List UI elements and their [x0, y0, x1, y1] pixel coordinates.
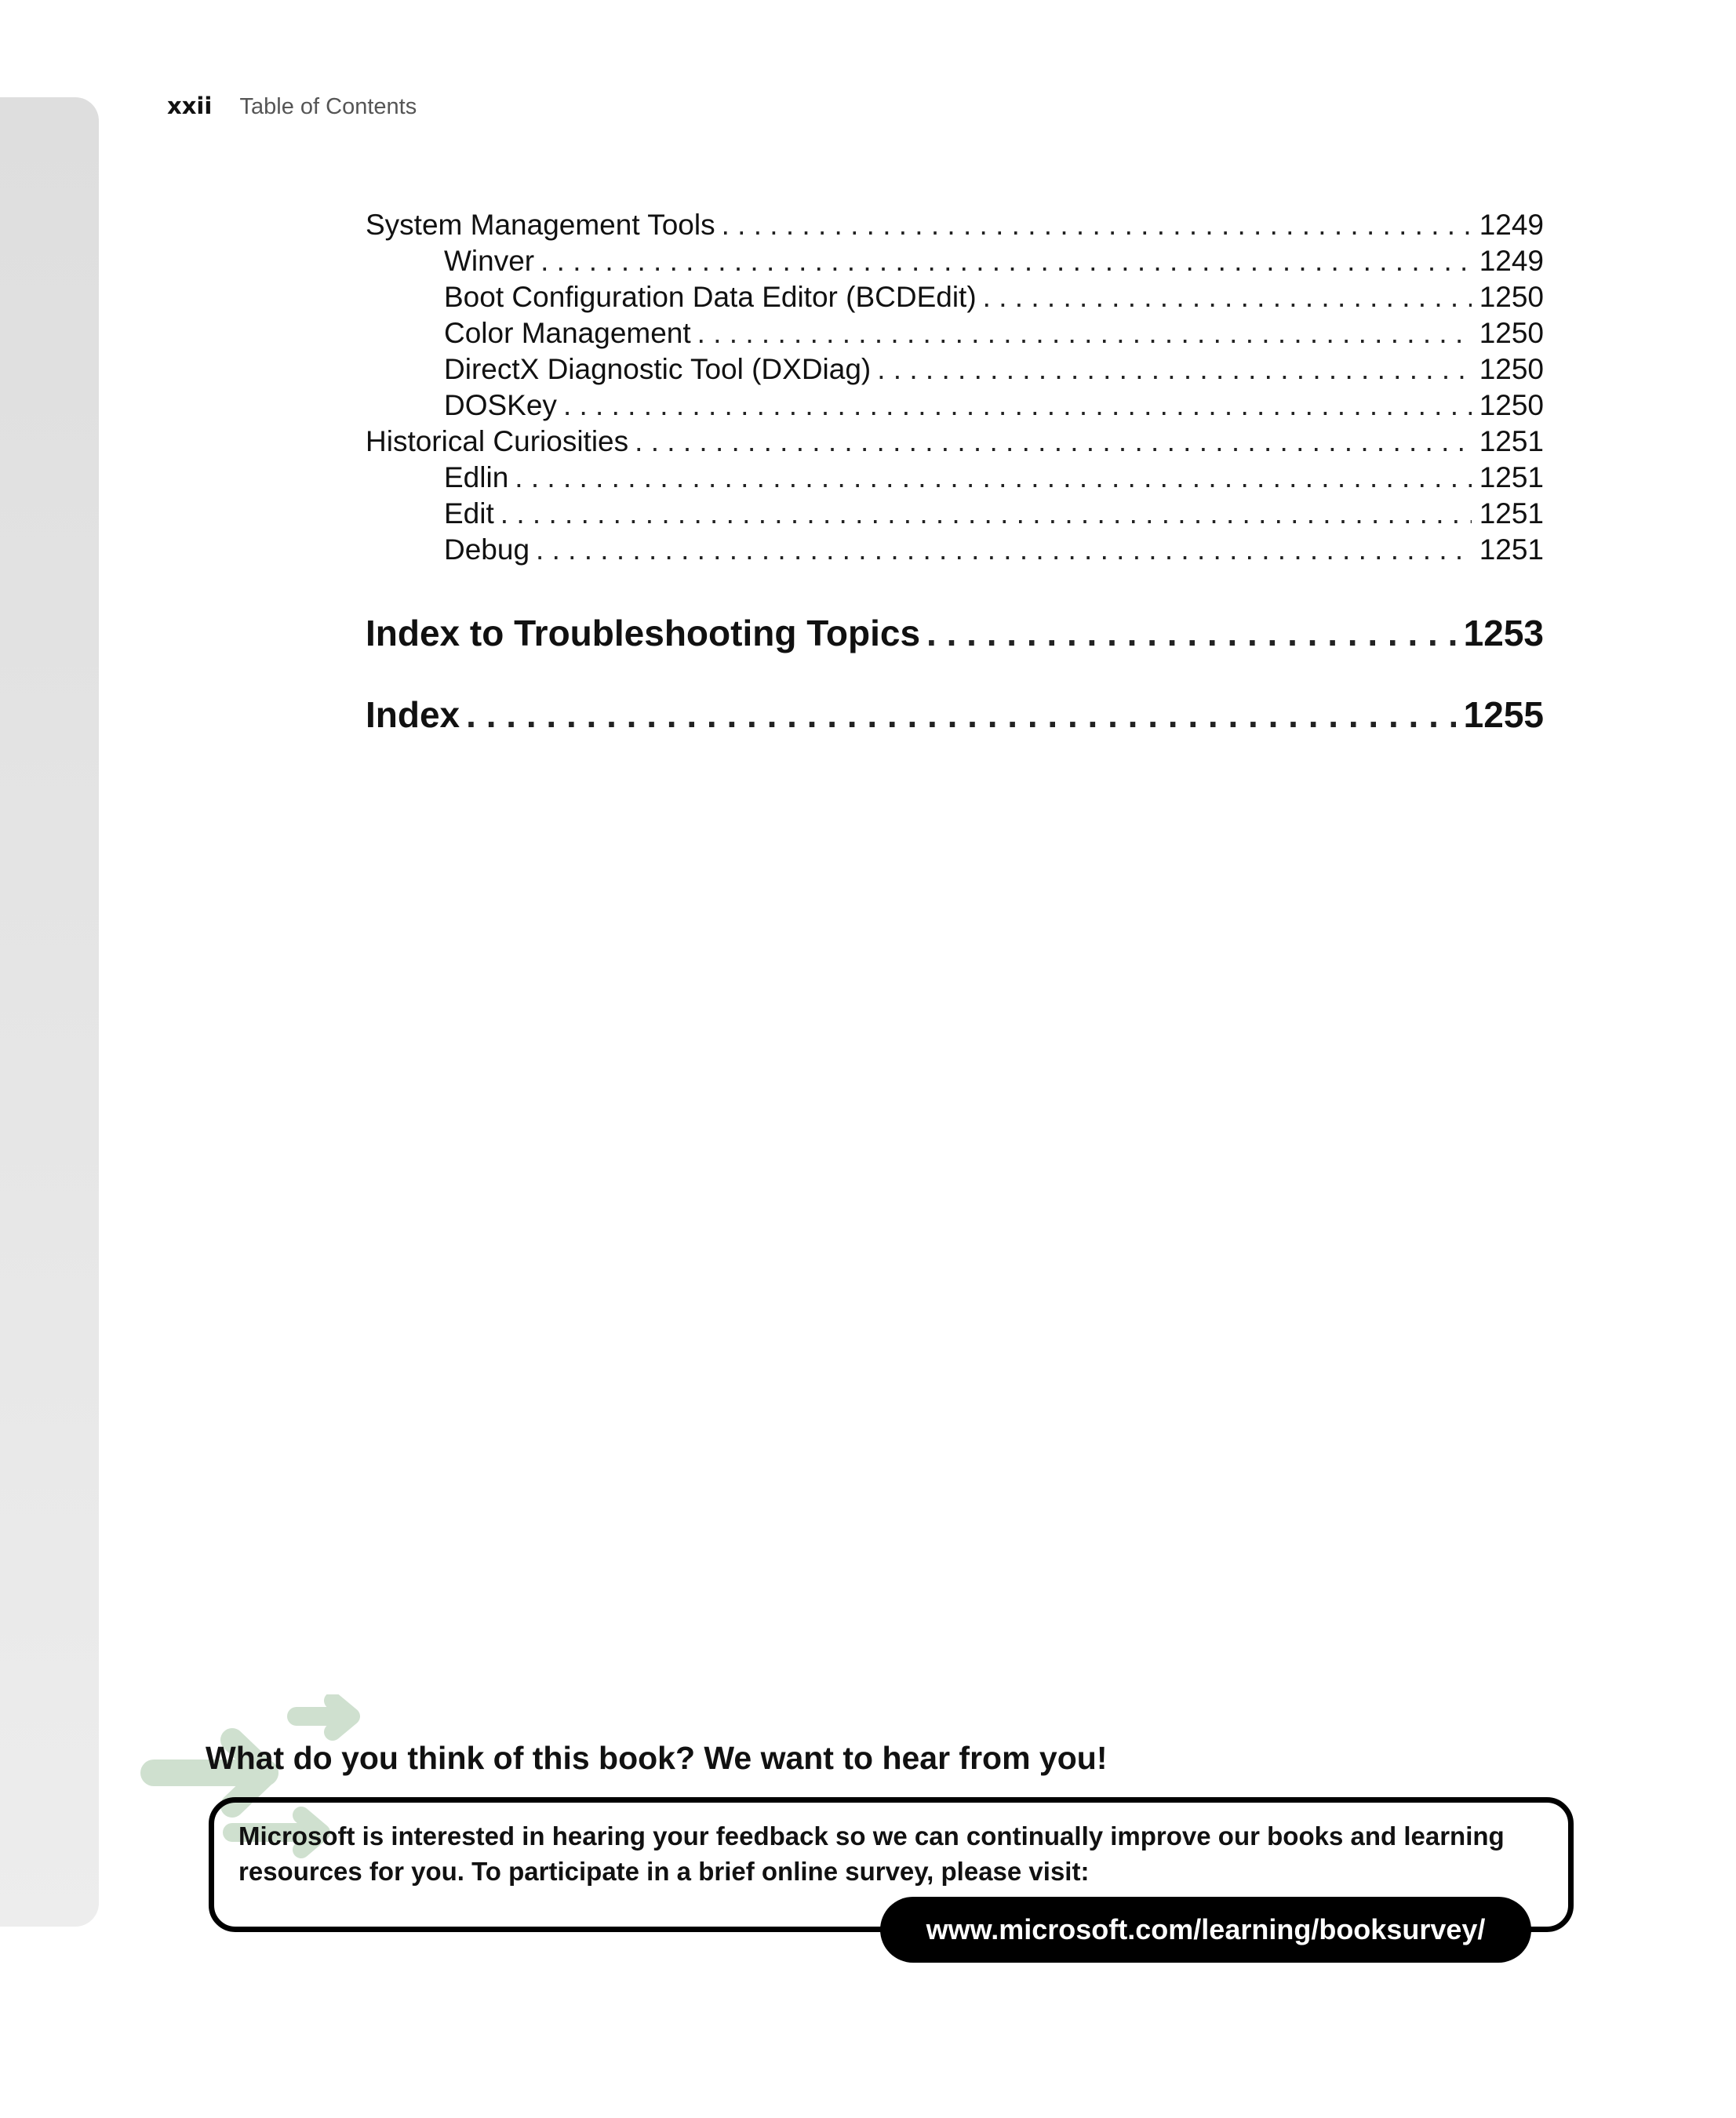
- toc-entry[interactable]: [366, 389, 1544, 425]
- toc-entry-page: 1249: [1479, 209, 1544, 241]
- toc-major-entry-page: 1253: [1463, 613, 1544, 653]
- dot-leader: [466, 693, 1456, 736]
- toc-major-entry-label: Index: [366, 694, 460, 735]
- dot-leader: [536, 533, 1472, 566]
- dot-leader: [926, 612, 1456, 654]
- dot-leader: [983, 281, 1472, 314]
- toc-entry-page: 1249: [1479, 245, 1544, 277]
- toc-entry[interactable]: [366, 461, 1544, 497]
- toc-entry[interactable]: [366, 209, 1544, 245]
- toc-entry-page: 1250: [1479, 317, 1544, 349]
- toc-entry-label: DOSKey: [444, 389, 557, 421]
- survey-url-link[interactable]: [880, 1897, 1531, 1963]
- dot-leader: [635, 425, 1472, 458]
- side-thumb-tab: [0, 97, 99, 1927]
- feedback-heading: What do you think of this book? We want to hear from you!: [206, 1740, 1108, 1776]
- toc-entry-page: 1251: [1479, 497, 1544, 530]
- running-head-title: Table of Contents: [239, 94, 417, 119]
- toc-entry-page: 1250: [1479, 353, 1544, 385]
- dot-leader: [540, 245, 1472, 278]
- running-head: [167, 93, 417, 120]
- toc-entry-label: System Management Tools: [366, 209, 715, 241]
- toc-entry-label: Historical Curiosities: [366, 425, 629, 457]
- toc-entry-page: 1251: [1479, 461, 1544, 493]
- toc-major-entry[interactable]: [366, 693, 1544, 734]
- toc-entry[interactable]: [366, 353, 1544, 389]
- dot-leader: [877, 353, 1471, 386]
- toc-entry-label: Debug: [444, 533, 530, 566]
- page-folio: xxii: [167, 93, 213, 119]
- toc-entry-label: Edlin: [444, 461, 509, 493]
- toc-entry-label: Color Management: [444, 317, 691, 349]
- toc-entry-page: 1251: [1479, 425, 1544, 457]
- toc-entry[interactable]: [366, 245, 1544, 281]
- toc-entry[interactable]: [366, 497, 1544, 533]
- toc-entry-label: Edit: [444, 497, 494, 530]
- toc-entry[interactable]: [366, 317, 1544, 353]
- survey-url-text: www.microsoft.com/learning/booksurvey/: [926, 1913, 1486, 1945]
- toc-major-entry-page: 1255: [1463, 694, 1544, 735]
- toc-entry-label: DirectX Diagnostic Tool (DXDiag): [444, 353, 872, 385]
- toc-entry-page: 1251: [1479, 533, 1544, 566]
- feedback-body: Microsoft is interested in hearing your feedback so we can continually improve our books and learning resources for you. To participate in a brief online survey, please visit:: [238, 1821, 1505, 1886]
- toc-entry[interactable]: [366, 425, 1544, 461]
- toc-major-entry-label: Index to Troubleshooting Topics: [366, 613, 921, 653]
- dot-leader: [515, 461, 1471, 494]
- toc-entry[interactable]: [366, 281, 1544, 317]
- dot-leader: [563, 389, 1472, 422]
- dot-leader: [500, 497, 1472, 530]
- toc-entry[interactable]: [366, 533, 1544, 570]
- toc-entry-label: Boot Configuration Data Editor (BCDEdit): [444, 281, 977, 313]
- toc-major-entry[interactable]: [366, 612, 1544, 653]
- dot-leader: [697, 317, 1472, 350]
- toc-entry-page: 1250: [1479, 389, 1544, 421]
- toc-entry-page: 1250: [1479, 281, 1544, 313]
- dot-leader: [722, 209, 1472, 242]
- toc-entry-label: Winver: [444, 245, 535, 277]
- table-of-contents: [366, 209, 1544, 734]
